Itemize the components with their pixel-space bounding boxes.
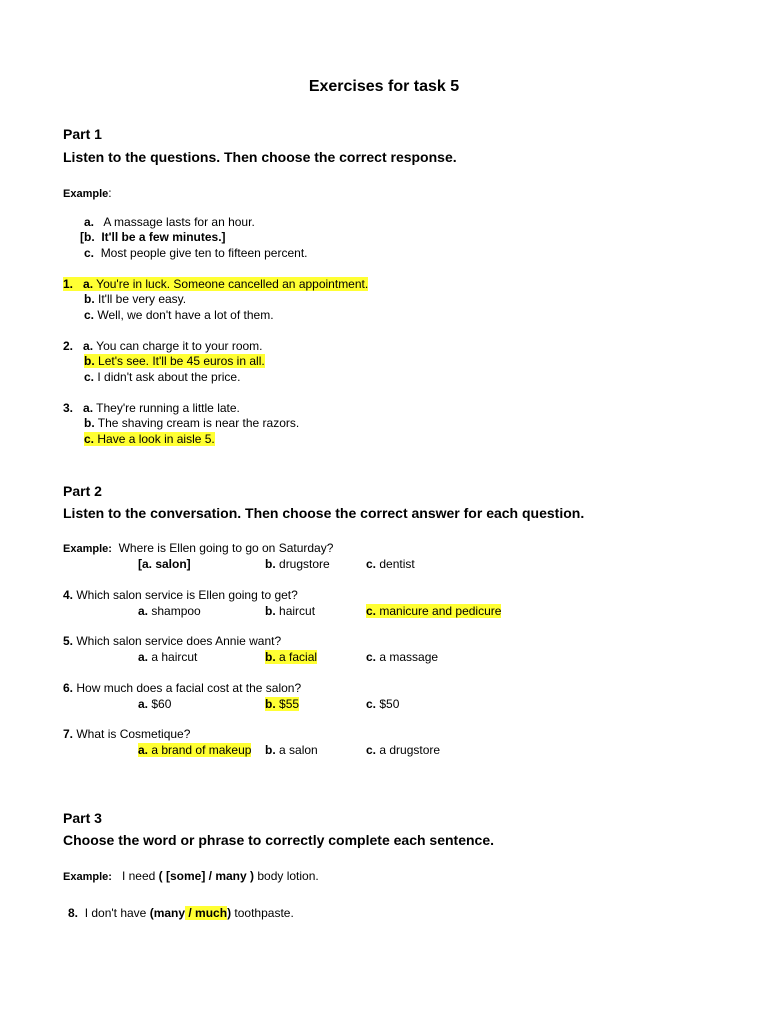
q3-option-a: 3. a. They're running a little late.: [63, 401, 240, 415]
q2-option-b: b. Let's see. It'll be 45 euros in all.: [84, 354, 265, 368]
q2-option-c: c. I didn't ask about the price.: [84, 370, 241, 384]
part1-example-label: Example:: [63, 186, 112, 200]
q4-option-a: a. shampoo: [138, 604, 201, 618]
q1-option-a: 1. a. You're in luck. Someone cancelled an appointment.: [63, 277, 369, 291]
part2-example-a: [a. salon]: [138, 557, 191, 571]
q5-option-a: a. a haircut: [138, 650, 198, 664]
q5-option-b: b. a facial: [265, 650, 318, 664]
q5-option-c: c. a massage: [366, 650, 439, 664]
part3-heading: Part 3: [63, 810, 102, 826]
q4-question: 4. Which salon service is Ellen going to get?: [63, 588, 298, 602]
part2-example-question: Example: Where is Ellen going to go on Saturday?: [63, 541, 334, 555]
part1-example-a: a. A massage lasts for an hour.: [84, 215, 255, 229]
q2-option-a: 2. a. You can charge it to your room.: [63, 339, 263, 353]
q3-option-c: c. Have a look in aisle 5.: [84, 432, 215, 446]
part1-instruction: Listen to the questions. Then choose the correct response.: [63, 149, 457, 165]
part3-example: Example: I need ( [some] / many ) body lotion.: [63, 869, 319, 883]
part1-example-c: c. Most people give ten to fifteen percent.: [84, 246, 308, 260]
q7-question: 7. What is Cosmetique?: [63, 727, 191, 741]
q7-option-a: a. a brand of makeup: [138, 743, 252, 757]
q1-option-c: c. Well, we don't have a lot of them.: [84, 308, 274, 322]
q4-option-c: c. manicure and pedicure: [366, 604, 502, 618]
q8-sentence: 8. I don't have (many / much) toothpaste.: [68, 906, 294, 920]
q6-question: 6. How much does a facial cost at the salon?: [63, 681, 302, 695]
page-title: Exercises for task 5: [308, 78, 460, 95]
q4-option-b: b. haircut: [265, 604, 316, 618]
part2-heading: Part 2: [63, 483, 102, 499]
q3-option-b: b. The shaving cream is near the razors.: [84, 416, 300, 430]
q6-option-c: c. $50: [366, 697, 400, 711]
part2-example-c: c. dentist: [366, 557, 415, 571]
part2-example-b: b. drugstore: [265, 557, 330, 571]
part2-instruction: Listen to the conversation. Then choose the correct answer for each question.: [63, 505, 585, 521]
part1-example-b: [b. It'll be a few minutes.]: [80, 230, 226, 244]
part3-instruction: Choose the word or phrase to correctly complete each sentence.: [63, 832, 495, 848]
q6-option-b: b. $55: [265, 697, 300, 711]
q7-option-b: b. a salon: [265, 743, 318, 757]
q7-option-c: c. a drugstore: [366, 743, 441, 757]
q1-option-b: b. It'll be very easy.: [84, 292, 187, 306]
q5-question: 5. Which salon service does Annie want?: [63, 634, 282, 648]
part1-heading: Part 1: [63, 126, 102, 142]
q6-option-a: a. $60: [138, 697, 172, 711]
